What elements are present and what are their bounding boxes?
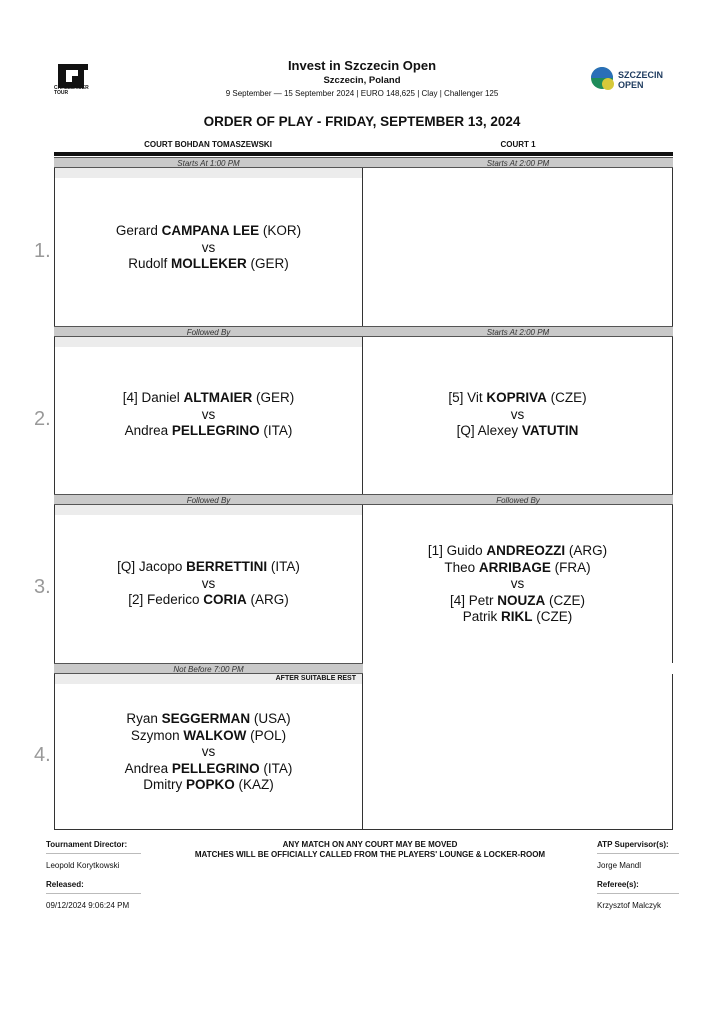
player-surname: POPKO (185, 777, 235, 792)
match-text (55, 711, 362, 794)
row-number: 3. (34, 576, 51, 598)
schedule-top-bar (54, 152, 673, 156)
player-surname: VATUTIN (521, 423, 579, 438)
match-cell (54, 505, 363, 663)
player-line: [4] Daniel ALTMAIER (GER) (122, 390, 295, 405)
referee-label: Referee(s): (597, 880, 639, 889)
footer-rule (46, 853, 141, 854)
time-band: Starts At 2:00 PM (363, 157, 673, 168)
player-line: Szymon WALKOW (POL) (130, 727, 287, 743)
szczecin-open-logo-text: SZCZECIN OPEN (618, 70, 663, 90)
time-band: Not Before 7:00 PM (54, 663, 363, 674)
player-line: [Q] Alexey VATUTIN (456, 423, 579, 438)
match-cell-empty (363, 674, 673, 830)
player-surname: PELLEGRINO (171, 423, 260, 438)
time-band: Starts At 2:00 PM (363, 326, 673, 337)
player-surname: RIKL (501, 609, 533, 624)
player-line: Ryan SEGGERMAN (USA) (126, 711, 291, 726)
player-surname: KOPRIVA (486, 390, 547, 405)
footer-rule (597, 893, 679, 894)
vs-line: vs (201, 406, 216, 422)
match-text (55, 223, 362, 273)
player-surname: MOLLEKER (171, 256, 247, 271)
referee-name: Krzysztof Malczyk (597, 901, 662, 910)
supervisor-label: ATP Supervisor(s): (597, 840, 669, 849)
match-text (363, 543, 672, 626)
cell-shade (55, 505, 362, 515)
challenger-tour-logo-text: CHALLENGER TOUR (54, 85, 89, 96)
player-surname: ALTMAIER (183, 390, 253, 405)
supervisor-name: Jorge Mandl (597, 861, 642, 870)
vs-line: vs (510, 576, 525, 591)
cell-shade (55, 168, 362, 178)
time-band: Starts At 1:00 PM (54, 157, 363, 168)
player-surname: CAMPANA LEE (161, 223, 260, 238)
notice-called: MATCHES WILL BE OFFICIALLY CALLED FROM THE PLAYERS' LOUNGE & LOCKER-ROOM (194, 850, 546, 859)
player-surname: BERRETTINI (186, 559, 268, 574)
match-cell (363, 505, 673, 663)
row-number: 2. (34, 408, 51, 430)
player-line: [4] Petr NOUZA (CZE) (449, 592, 586, 608)
time-band: Followed By (54, 494, 363, 505)
footer-rule (46, 893, 141, 894)
player-line: Theo ARRIBAGE (FRA) (444, 559, 591, 575)
match-cell-empty (363, 168, 673, 326)
match-cell (363, 337, 673, 495)
match-text (55, 390, 362, 440)
player-surname: WALKOW (183, 727, 247, 743)
player-line: Dmitry POPKO (KAZ) (143, 777, 274, 792)
match-cell (54, 337, 363, 495)
match-text (55, 559, 362, 609)
player-line: Rudolf MOLLEKER (GER) (128, 256, 289, 271)
footer-rule (597, 853, 679, 854)
vs-line: vs (201, 239, 216, 255)
match-cell (54, 674, 363, 830)
cell-shade (55, 337, 362, 347)
player-surname: SEGGERMAN (161, 711, 251, 726)
vs-line: vs (201, 744, 216, 759)
tournament-location: Szczecin, Poland (323, 75, 401, 86)
player-line: [2] Federico CORIA (ARG) (128, 592, 289, 607)
szczecin-open-logo (588, 64, 668, 94)
player-line: Patrik RIKL (CZE) (462, 609, 573, 624)
time-band: Followed By (54, 326, 363, 337)
player-surname: ARRIBAGE (478, 559, 551, 575)
vs-line: vs (510, 406, 525, 422)
schedule-bottom-line (54, 829, 673, 830)
court-header-2: COURT 1 (500, 140, 536, 149)
player-line: Gerard CAMPANA LEE (KOR) (115, 223, 302, 238)
director-name: Leopold Korytkowski (46, 861, 120, 870)
rest-note: AFTER SUITABLE REST (275, 675, 356, 682)
released-label: Released: (46, 880, 84, 889)
released-time: 09/12/2024 9:06:24 PM (46, 901, 130, 910)
vs-line: vs (201, 575, 216, 591)
player-line: Andrea PELLEGRINO (ITA) (124, 423, 293, 438)
court-header-1: COURT BOHDAN TOMASZEWSKI (144, 140, 272, 149)
player-surname: CORIA (203, 592, 247, 607)
notice-move: ANY MATCH ON ANY COURT MAY BE MOVED (282, 840, 458, 849)
tournament-details: 9 September — 15 September 2024 | EURO 148,625 | Clay | Challenger 125 (225, 89, 499, 98)
player-surname: ANDREOZZI (486, 543, 566, 558)
player-line: [5] Vit KOPRIVA (CZE) (448, 390, 587, 405)
player-line: [Q] Jacopo BERRETTINI (ITA) (117, 559, 300, 574)
match-text (363, 390, 672, 440)
row-number: 1. (34, 240, 51, 262)
player-line: [1] Guido ANDREOZZI (ARG) (427, 543, 608, 558)
tournament-title: Invest in Szczecin Open (287, 58, 437, 73)
player-surname: PELLEGRINO (171, 760, 260, 776)
order-of-play-title: ORDER OF PLAY - FRIDAY, SEPTEMBER 13, 2024 (203, 114, 521, 129)
match-cell (54, 168, 363, 326)
row-number: 4. (34, 744, 51, 766)
player-surname: NOUZA (497, 592, 546, 608)
director-label: Tournament Director: (46, 840, 128, 849)
time-band: Followed By (363, 494, 673, 505)
player-line: Andrea PELLEGRINO (ITA) (124, 760, 293, 776)
